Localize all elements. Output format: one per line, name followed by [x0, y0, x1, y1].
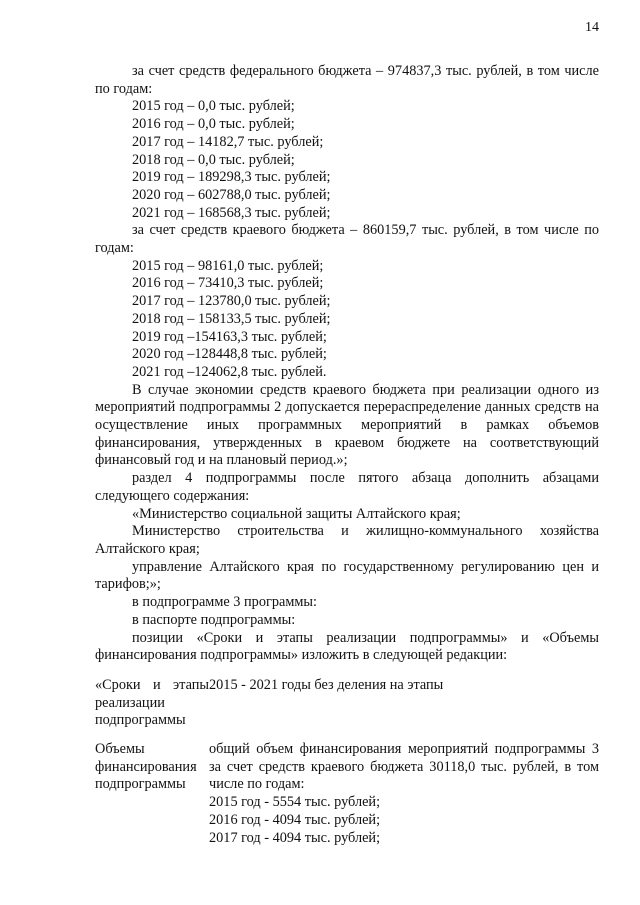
ministry-construction-paragraph: Министерство строительства и жилищно-коммунального хозяйства Алтайского края;: [95, 523, 599, 557]
document-body: [95, 63, 599, 665]
row-value-terms: 2015 - 2021 годы без деления на этапы: [209, 677, 444, 693]
regional-year-2018: 2018 год – 158133,5 тыс. рублей;: [132, 310, 331, 327]
row-value-funding: общий объем финансирования мероприятий подпрограммы 3 за счет средств краевого бюджета 30118,0 тыс. рублей, в том числе по годам:: [209, 741, 599, 793]
regional-year-2019: 2019 год –154163,3 тыс. рублей;: [132, 328, 327, 345]
regional-year-2021: 2021 год –124062,8 тыс. рублей.: [132, 363, 327, 380]
page-number: 14: [585, 20, 599, 35]
regional-year-2017: 2017 год – 123780,0 тыс. рублей;: [132, 293, 331, 310]
funding-year-2017: 2017 год - 4094 тыс. рублей;: [209, 829, 381, 846]
economy-paragraph: В случае экономии средств краевого бюджета при реализации одного из мероприятий подпрограммы 2 допускается перераспределение данных средств на осуществление иных программных мероприятий в рамках объемов финансирования, утвержденных в краевом бюджете на соответствующий финансовый год и на плановый период.»;: [95, 381, 599, 469]
passport-paragraph: в паспорте подпрограммы:: [132, 611, 296, 628]
passport-row-terms: [95, 677, 599, 730]
federal-year-2018: 2018 год – 0,0 тыс. рублей;: [132, 151, 295, 168]
regional-year-2016: 2016 год – 73410,3 тыс. рублей;: [132, 275, 324, 292]
section4-paragraph: раздел 4 подпрограммы после пятого абзаца дополнить абзацами следующего содержания:: [95, 470, 599, 504]
federal-year-2021: 2021 год – 168568,3 тыс. рублей;: [132, 204, 331, 221]
ministry-social-paragraph: «Министерство социальной защиты Алтайского края;: [132, 505, 461, 522]
row-label-terms: «Сроки и этапы реализации подпрограммы: [95, 677, 209, 729]
positions-paragraph: позиции «Сроки и этапы реализации подпрограммы» и «Объемы финансирования подпрограммы» изложить в следующей редакции:: [95, 629, 599, 664]
federal-year-2016: 2016 год – 0,0 тыс. рублей;: [132, 116, 295, 133]
regional-budget-intro: за счет средств краевого бюджета – 860159,7 тыс. рублей, в том числе по годам:: [95, 222, 599, 257]
funding-year-2015: 2015 год - 5554 тыс. рублей;: [209, 794, 381, 811]
price-regulation-paragraph: управление Алтайского края по государственному регулированию цен и тарифов;»;: [95, 558, 599, 593]
federal-year-2020: 2020 год – 602788,0 тыс. рублей;: [132, 186, 331, 203]
federal-year-2015: 2015 год – 0,0 тыс. рублей;: [132, 98, 295, 115]
row-label-funding: Объемы финансирования подпрограммы: [95, 741, 197, 793]
row-value-funding-container: [209, 741, 599, 847]
federal-year-2017: 2017 год – 14182,7 тыс. рублей;: [132, 133, 324, 150]
subprogram3-paragraph: в подпрограмме 3 программы:: [132, 594, 318, 611]
regional-year-2015: 2015 год – 98161,0 тыс. рублей;: [132, 257, 324, 274]
regional-year-2020: 2020 год –128448,8 тыс. рублей;: [132, 346, 327, 363]
funding-year-2016: 2016 год - 4094 тыс. рублей;: [209, 811, 381, 828]
federal-year-2019: 2019 год – 189298,3 тыс. рублей;: [132, 169, 331, 186]
federal-budget-intro: за счет средств федерального бюджета – 974837,3 тыс. рублей, в том числе по годам:: [95, 63, 599, 97]
passport-row-funding: [95, 741, 599, 847]
